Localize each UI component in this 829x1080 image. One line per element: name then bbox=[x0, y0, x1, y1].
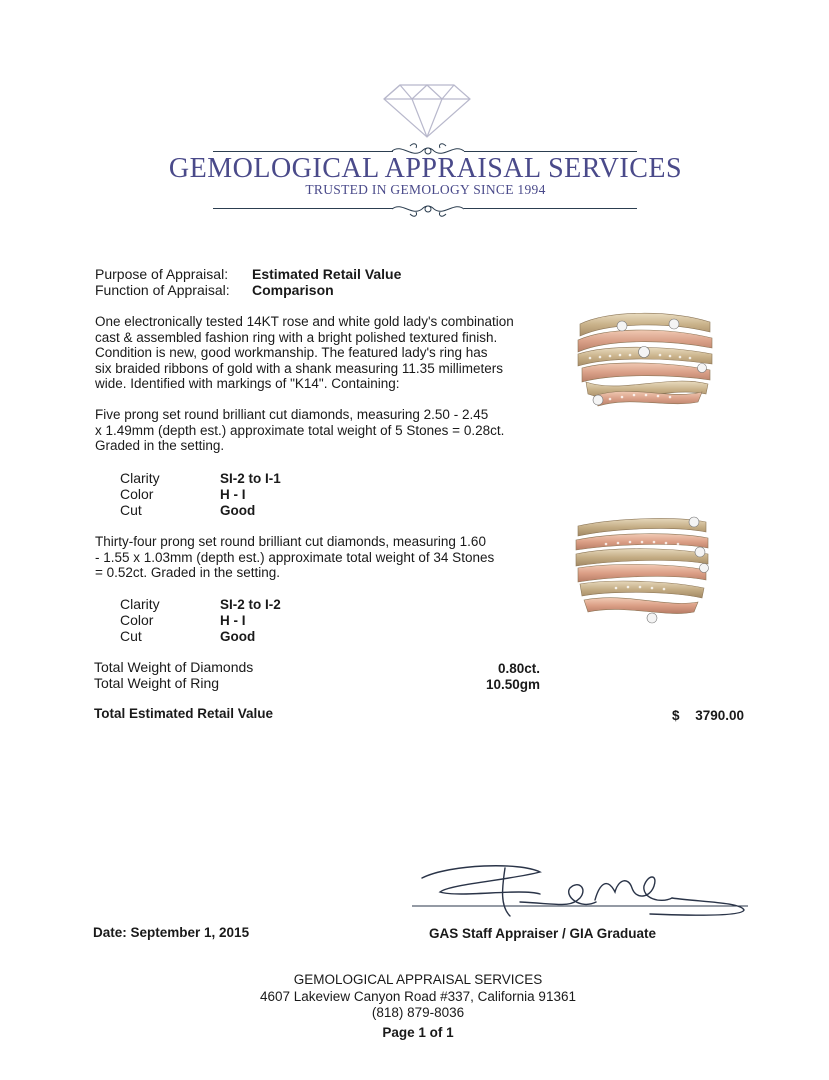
currency-symbol: $ bbox=[672, 708, 680, 723]
stones-2-description bbox=[95, 534, 555, 581]
grade-label-cut: Cut bbox=[120, 628, 142, 644]
tagline: TRUSTED IN GEMOLOGY SINCE 1994 bbox=[305, 182, 546, 197]
total-diamonds-label: Total Weight of Diamonds bbox=[94, 659, 254, 675]
stones-line: Five prong set round brilliant cut diamonds, measuring 2.50 - 2.45 bbox=[95, 407, 489, 422]
total-diamonds-value: 0.80ct. bbox=[497, 661, 540, 676]
diamond-icon bbox=[382, 83, 472, 139]
stones-line: Graded in the setting. bbox=[95, 438, 225, 454]
stones-line: - 1.55 x 1.03mm (depth est.) approximate total weight of 34 Stones bbox=[95, 549, 495, 565]
total-ring-label: Total Weight of Ring bbox=[94, 675, 220, 691]
brand-name: GEMOLOGICAL APPRAISAL SERVICES bbox=[168, 153, 683, 184]
grade-label-color: Color bbox=[120, 612, 154, 628]
appraisal-date: Date: September 1, 2015 bbox=[93, 925, 250, 940]
footer bbox=[0, 972, 829, 1041]
signature-image bbox=[410, 858, 750, 928]
grade-label-cut: Cut bbox=[120, 502, 142, 518]
ring-photo-top bbox=[570, 296, 720, 414]
stones-line: Thirty-four prong set round brilliant cut diamonds, measuring 1.60 bbox=[95, 534, 486, 549]
description-line: wide. Identified with markings of "K14". Containing: bbox=[95, 376, 400, 392]
stones-1-description bbox=[95, 407, 555, 454]
header-rule-top bbox=[213, 151, 393, 152]
header-rule-top-right bbox=[464, 151, 637, 152]
grade-label-clarity: Clarity bbox=[120, 470, 160, 486]
grade-label-color: Color bbox=[120, 486, 154, 502]
grade-value-cut: Good bbox=[220, 629, 256, 644]
stones-line: = 0.52ct. Graded in the setting. bbox=[95, 565, 280, 581]
header-rule-bottom-right bbox=[464, 208, 637, 209]
grade-value-color: H - I bbox=[220, 613, 246, 628]
ring-description bbox=[95, 314, 555, 392]
purpose-value: Estimated Retail Value bbox=[252, 266, 402, 282]
footer-phone: (818) 879-8036 bbox=[371, 1005, 465, 1020]
description-line: Condition is new, good workmanship. The featured lady's ring has bbox=[95, 345, 488, 361]
flourish-icon bbox=[390, 198, 466, 220]
total-retail-value: 3790.00 bbox=[695, 708, 744, 723]
grade-value-clarity: SI-2 to I-1 bbox=[220, 471, 281, 486]
grade-value-cut: Good bbox=[220, 503, 256, 518]
grade-label-clarity: Clarity bbox=[120, 596, 160, 612]
total-retail-label: Total Estimated Retail Value bbox=[94, 706, 274, 721]
description-line: One electronically tested 14KT rose and white gold lady's combination bbox=[95, 314, 514, 329]
description-line: cast & assembled fashion ring with a bright polished textured finish. bbox=[95, 329, 498, 345]
grade-value-color: H - I bbox=[220, 487, 246, 502]
footer-company: GEMOLOGICAL APPRAISAL SERVICES bbox=[293, 972, 543, 987]
ring-photo-bottom bbox=[566, 508, 716, 638]
stones-line: x 1.49mm (depth est.) approximate total weight of 5 Stones = 0.28ct. bbox=[95, 422, 505, 438]
grade-value-clarity: SI-2 to I-2 bbox=[220, 597, 281, 612]
function-value: Comparison bbox=[252, 282, 334, 298]
description-line: six braided ribbons of gold with a shank measuring 11.35 millimeters bbox=[95, 360, 503, 376]
page-number: Page 1 of 1 bbox=[382, 1024, 454, 1040]
appraiser-title: GAS Staff Appraiser / GIA Graduate bbox=[429, 926, 657, 941]
header-rule-bottom bbox=[213, 208, 393, 209]
footer-address: 4607 Lakeview Canyon Road #337, California 91361 bbox=[260, 988, 576, 1004]
function-label: Function of Appraisal: bbox=[95, 282, 230, 298]
logo bbox=[0, 0, 829, 230]
purpose-label: Purpose of Appraisal: bbox=[95, 266, 229, 282]
total-ring-value: 10.50gm bbox=[485, 677, 540, 692]
